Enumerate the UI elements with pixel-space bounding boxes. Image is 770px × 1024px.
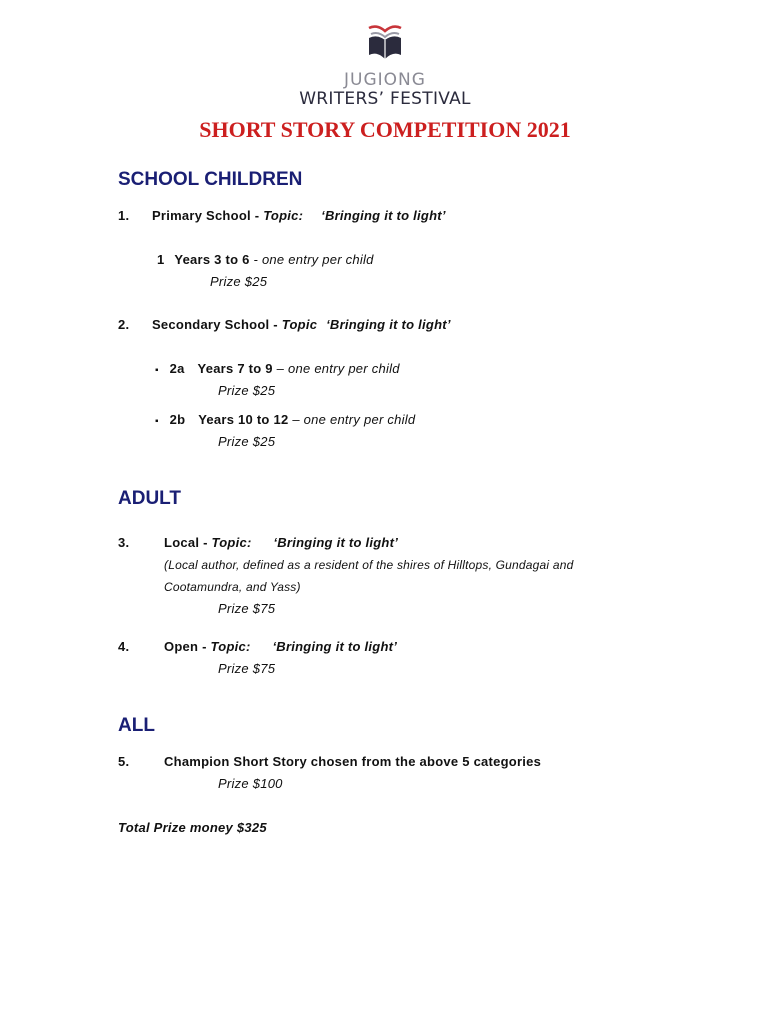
item-number: 5. (118, 754, 130, 769)
document-title: SHORT STORY COMPETITION 2021 (199, 117, 571, 142)
sub-item-years-3-6 (157, 252, 374, 267)
item-number: 1. (118, 208, 130, 223)
sub-item-label: Years 3 to 6 (174, 252, 250, 267)
section-heading-school-children: SCHOOL CHILDREN (118, 169, 303, 190)
sub-item-number: 2a (169, 361, 185, 376)
item-champion: Champion Short Story chosen from the above 5 categories (164, 754, 542, 769)
sub-item-detail: – one entry per child (276, 361, 400, 376)
prize-text: Prize $25 (210, 274, 268, 289)
topic-label: Topic (281, 317, 318, 332)
sub-item-number: 2b (169, 412, 186, 427)
prize-text: Prize $75 (218, 601, 276, 616)
item-primary-school (152, 208, 446, 223)
total-prize-money: Total Prize money $325 (118, 820, 267, 835)
item-number: 4. (118, 639, 130, 654)
sub-item-label: Years 7 to 9 (197, 361, 273, 376)
item-number: 2. (118, 317, 130, 332)
prize-text: Prize $25 (218, 383, 276, 398)
prize-text: Prize $75 (218, 661, 276, 676)
item-label: Open - (164, 639, 207, 654)
topic-text: ‘Bringing it to light’ (321, 208, 446, 223)
item-local (164, 535, 398, 550)
section-heading-adult: ADULT (118, 488, 181, 509)
item-label: Primary School - (152, 208, 260, 223)
section-heading-all: ALL (118, 715, 155, 736)
sub-item-label: Years 10 to 12 (198, 412, 289, 427)
item-label: Local - (164, 535, 208, 550)
prize-text: Prize $25 (218, 434, 276, 449)
topic-text: ‘Bringing it to light’ (272, 639, 398, 654)
bullet-icon: ▪ (155, 416, 159, 427)
local-author-note: (Local author, defined as a resident of the shires of Hilltops, Gundagai and (164, 558, 574, 572)
sub-item-detail: - one entry per child (253, 252, 374, 267)
sub-item-number: 1 (157, 252, 165, 267)
item-open (164, 639, 397, 654)
festival-logo-icon (363, 22, 407, 64)
topic-text: ‘Bringing it to light’ (273, 535, 399, 550)
item-secondary-school (152, 317, 451, 332)
logo-text-writers-festival: WRITERS’ FESTIVAL (299, 89, 471, 109)
bullet-icon: ▪ (155, 365, 159, 376)
topic-label: Topic: (263, 208, 304, 223)
sub-item-years-10-12 (155, 412, 415, 427)
item-label: Secondary School - (152, 317, 278, 332)
sub-item-years-7-9 (155, 361, 400, 376)
topic-text: ‘Bringing it to light’ (326, 317, 451, 332)
prize-text: Prize $100 (218, 776, 283, 791)
logo-text-jugiong: JUGIONG (344, 70, 426, 90)
topic-label: Topic: (211, 535, 252, 550)
local-author-note-cont: Cootamundra, and Yass) (164, 580, 301, 594)
item-number: 3. (118, 535, 130, 550)
topic-label: Topic: (210, 639, 251, 654)
sub-item-detail: – one entry per child (292, 412, 416, 427)
